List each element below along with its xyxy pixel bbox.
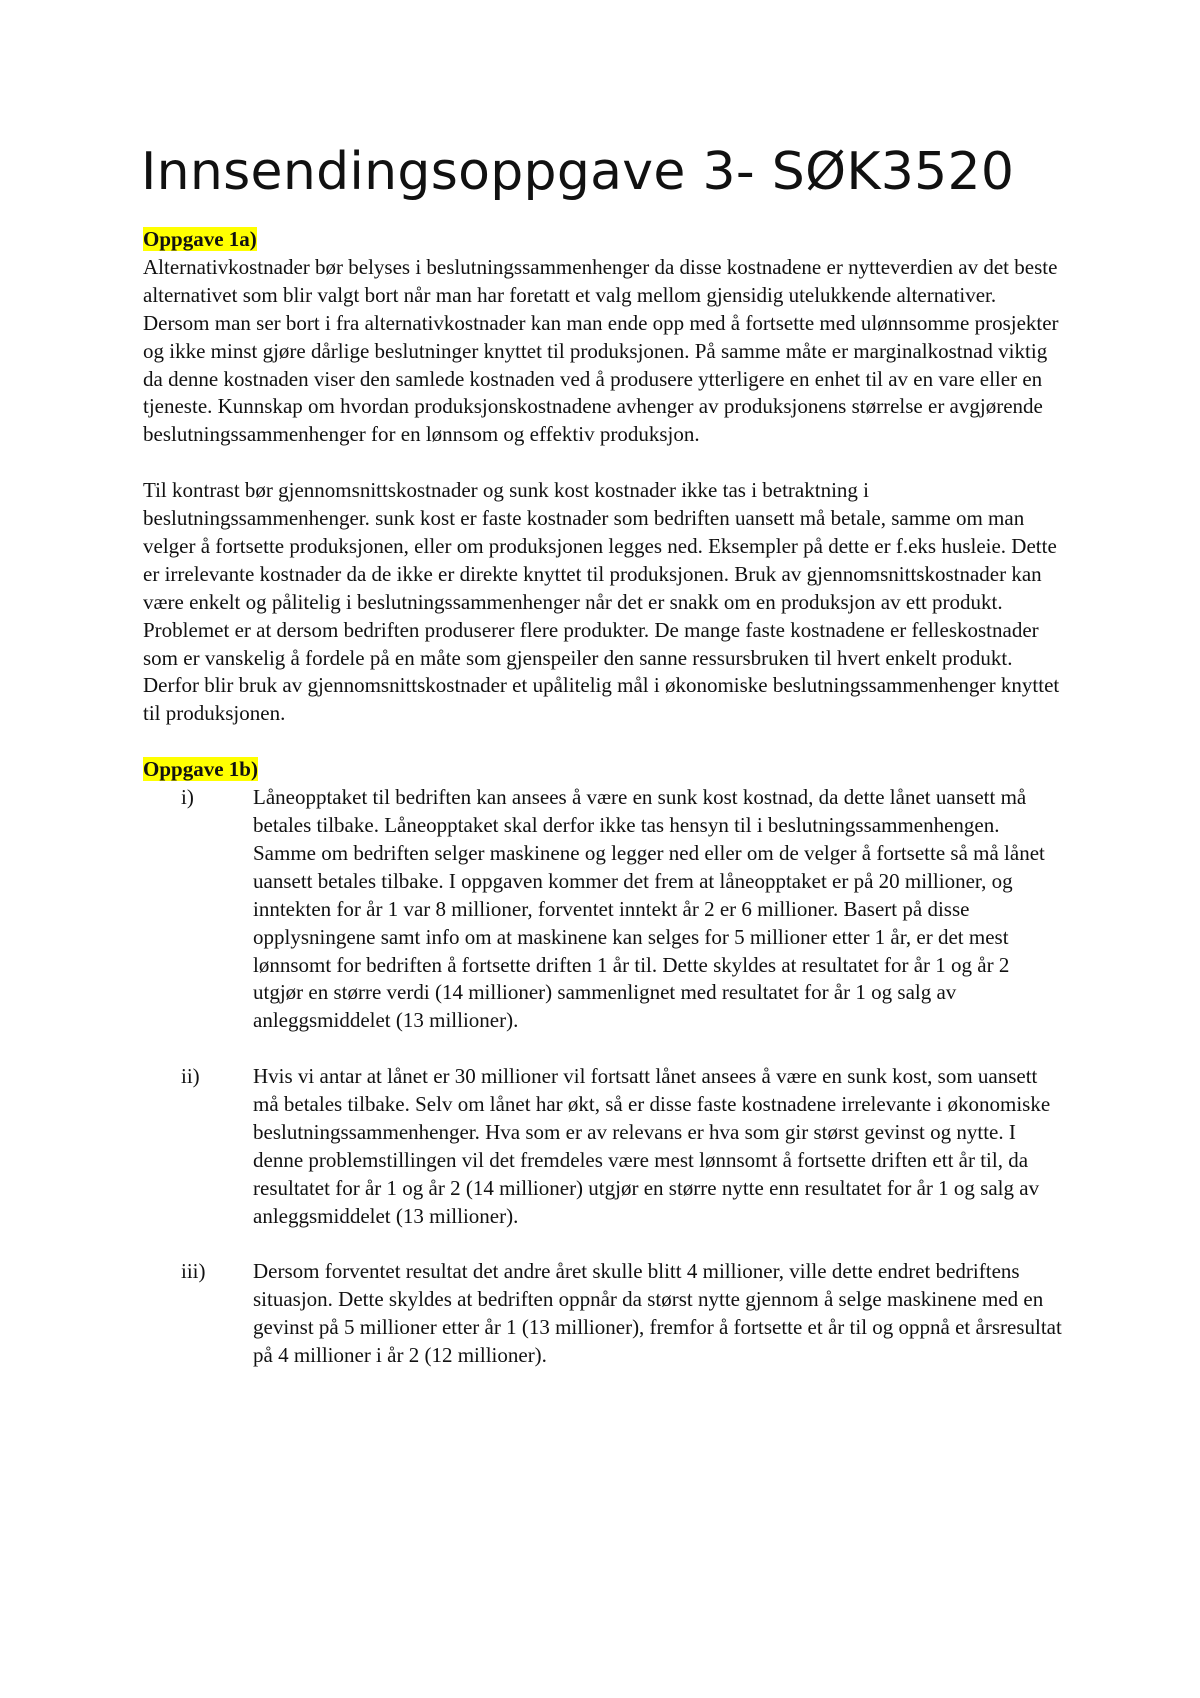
list-item-text: Låneopptaket til bedriften kan ansees å være en sunk kost kostnad, da dette lånet uansett må betales tilbake. Låneopptaket skal derfor ikke tas hensyn til i beslutningssammenhengen. Samme om bedriften selger maskinene og legger ned eller om de velger å fortsette så må lånet uansett betales tilbake. I oppgaven kommer det frem at låneopptaket er på 20 millioner, og inntekten for år 1 var 8 millioner, forventet inntekt år 2 er 6 millioner. Basert på disse opplysningene samt info om at maskinene kan selges for 5 millioner etter 1 år, er det mest lønnsomt for bedriften å fortsette driften 1 år til. Dette skyldes at resultatet for år 1 og år 2 utgjør en større verdi (14 millioner) sammenlignet med resultatet for år 1 og salg av anleggsmiddelet (13 millioner).	[253, 785, 1045, 1033]
paragraph-spacer	[143, 1231, 1063, 1259]
section-heading	[143, 756, 1063, 784]
paragraph: Alternativkostnader bør belyses i beslutningssammenhenger da disse kostnadene er nytteverdien av det beste alternativet som blir valgt bort når man har foretatt et valg mellom gjensidig utelukkende alternativer. Dersom man ser bort i fra alternativkostnader kan man ende opp med å fortsette med ulønnsomme prosjekter og ikke minst gjøre dårlige beslutninger knyttet til produksjonen. På samme måte er marginalkostnad viktig da denne kostnaden viser den samlede kostnaden ved å produsere ytterligere en enhet til av en vare eller en tjeneste. Kunnskap om hvordan produksjonskostnadene avhenger av produksjonens størrelse er avgjørende beslutningssammenhenger for en lønnsom og effektiv produksjon.	[143, 254, 1059, 447]
document-page	[143, 140, 1063, 1370]
list-item-number: i)	[181, 785, 194, 810]
list-item-number: ii)	[181, 1064, 200, 1089]
list-item-text: Hvis vi antar at lånet er 30 millioner vil fortsatt lånet ansees å være en sunk kost, som uansett må betales tilbake. Selv om lånet har økt, så er disse faste kostnadene irrelevante i økonomiske beslutningssammenhenger. Hva som er av relevans er hva som gir størst gevinst og nytte. I denne problemstillingen vil det fremdeles være mest lønnsomt å fortsette driften ett år til, da resultatet for år 1 og år 2 (14 millioner) utgjør en større nytte enn resultatet for år 1 og salg av anleggsmiddelet (13 millioner).	[253, 1064, 1051, 1228]
paragraph-spacer	[143, 1035, 1063, 1063]
paragraph-spacer	[143, 449, 1063, 477]
list-item-text: Dersom forventet resultat det andre året skulle blitt 4 millioner, ville dette endret bedriftens situasjon. Dette skyldes at bedriften oppnår da størst nytte gjennom å selge maskinene med en gevinst på 5 millioner etter år 1 (13 millioner), fremfor å fortsette et år til og oppnå et årsresultat på 4 millioner i år 2 (12 millioner).	[253, 1259, 1062, 1368]
list-item	[143, 1063, 1063, 1230]
section-heading	[143, 226, 1063, 254]
section-oppgave-1a	[143, 226, 1063, 756]
paragraph-spacer	[143, 728, 1063, 756]
list-item-number: iii)	[181, 1259, 206, 1284]
list-item	[143, 784, 1063, 1035]
paragraph: Til kontrast bør gjennomsnittskostnader og sunk kost kostnader ikke tas i betraktning i beslutningssammenhenger. sunk kost er faste kostnader som bedriften uansett må betale, samme om man velger å fortsette produksjonen, eller om produksjonen legges ned. Eksempler på dette er f.eks husleie. Dette er irrelevante kostnader da de ikke er direkte knyttet til produksjonen. Bruk av gjennomsnittskostnader kan være enkelt og pålitelig i beslutningssammenhenger når det er snakk om en produksjon av ett produkt. Problemet er at dersom bedriften produserer flere produkter. De mange faste kostnadene er felleskostnader som er vanskelig å fordele på en måte som gjenspeiler den sanne ressursbruken til hvert enkelt produkt. Derfor blir bruk av gjennomsnittskostnader et upålitelig mål i økonomiske beslutningssammenhenger knyttet til produksjonen.	[143, 478, 1060, 726]
document-title: Innsendingsoppgave 3- SØK3520	[141, 142, 1015, 202]
list-item	[143, 1258, 1063, 1370]
highlighted-heading-text: Oppgave 1a)	[143, 227, 257, 251]
section-oppgave-1b	[143, 756, 1063, 1370]
highlighted-heading-text: Oppgave 1b)	[143, 757, 258, 782]
